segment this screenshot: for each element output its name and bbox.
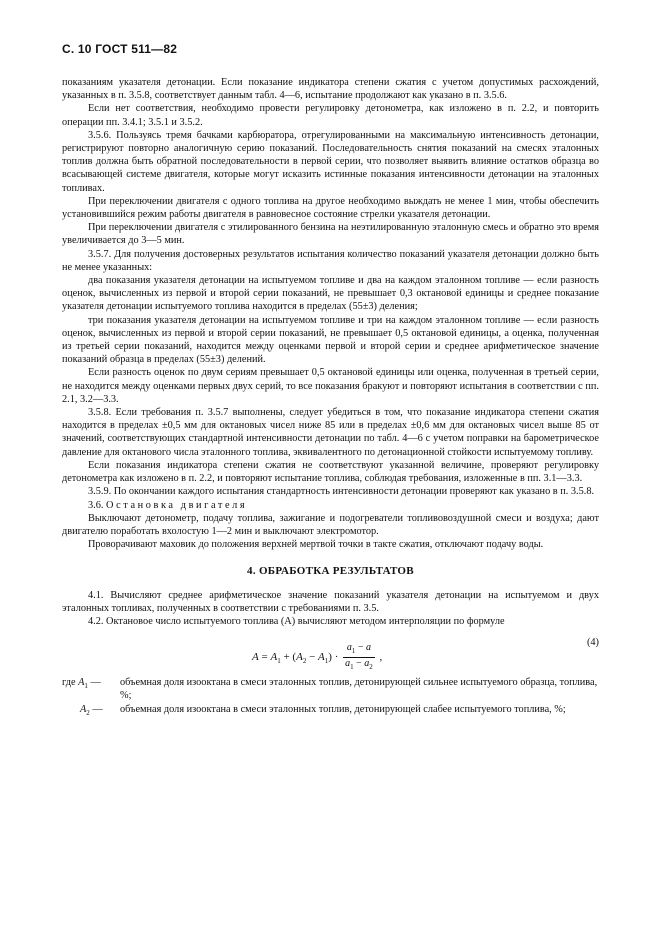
formula-subscript: 2 bbox=[369, 663, 373, 672]
definition-subscript: 2 bbox=[86, 708, 90, 717]
definition-label bbox=[62, 703, 120, 720]
paragraph: Если разность оценок по двум сериям превышает 0,5 октановой единицы или оценка, полученная в третьей серии, не находится между оценками первых двух серий, то все показания бракуют и повторяют испытания в соответствии с пп. 2.1, 3.2—3.3. bbox=[62, 367, 599, 405]
paragraph-3-5-7: 3.5.7. Для получения достоверных результатов испытания количество показаний указателя детонации должно быть не менее указанных: bbox=[62, 248, 599, 273]
definition-label bbox=[62, 676, 120, 693]
subsection-number: 3.6. bbox=[88, 499, 104, 511]
definition-item bbox=[62, 676, 599, 702]
formula-operator: = bbox=[261, 651, 268, 664]
paragraph: три показания указателя детонации на испытуемом топливе и три на каждом эталонном топливе — если разность оценок, вычисленных из первой и второй серии показаний, не превышает 0,5 октановой единицы, а оценка, полученная из третьей серии показаний, находится между оценками первой и второй серии и среднее арифметическое значение показаний образца в пределах (55±3) делений. bbox=[62, 314, 599, 366]
formula-operator: − bbox=[309, 651, 316, 664]
formula-punctuation: , bbox=[379, 651, 383, 664]
definition-text: объемная доля изооктана в смеси эталонных топлив, детонирующей сильнее испытуемого образца, топлива, %; bbox=[120, 677, 598, 702]
definitions-list bbox=[62, 676, 599, 720]
subsection-3-6-heading bbox=[62, 499, 599, 512]
paragraph: два показания указателя детонации на испытуемом топливе и два на каждом эталонном топливе — если разность оценок, вычисленных из первой и второй серии показаний, не превышает 0,3 октановой единицы и среднее показание указателя детонации испытуемого топлива находится в пределах (55±3) деления; bbox=[62, 275, 599, 313]
formula-subscript: 1 bbox=[351, 647, 356, 656]
paragraph-3-5-9: 3.5.9. По окончании каждого испытания стандартность интенсивности детонации проверяют как указано в п. 3.5.8. bbox=[88, 486, 595, 498]
definition-item bbox=[62, 703, 599, 720]
paragraph: При переключении двигателя с одного топлива на другое необходимо выждать не менее 1 мин, чтобы обеспечить установившийся режим работы двигателя в равновесное состояние стрелки указателя детонации. bbox=[62, 195, 599, 221]
definition-dash: — bbox=[92, 703, 103, 715]
formula-symbol: a bbox=[364, 658, 370, 670]
formula-subscript: 1 bbox=[277, 657, 281, 666]
formula-subscript: 1 bbox=[350, 663, 354, 672]
definition-symbol: A bbox=[80, 703, 87, 715]
formula-operator: − bbox=[356, 658, 362, 670]
formula-subscript: 1 bbox=[324, 657, 329, 666]
formula-paren: ) bbox=[328, 651, 332, 664]
definition-subscript: 1 bbox=[84, 682, 88, 691]
definition-symbol: A bbox=[78, 677, 85, 689]
definition-text: объемная доля изооктана в смеси эталонных топлив, детонирующей слабее испытуемого топлива, %; bbox=[120, 703, 566, 715]
formula-block bbox=[62, 636, 599, 672]
formula-paren: ( bbox=[292, 651, 297, 664]
formula-operator: · bbox=[334, 651, 339, 664]
formula-symbol: a bbox=[346, 642, 352, 654]
formula-operator: − bbox=[357, 642, 364, 654]
document-body bbox=[62, 76, 599, 720]
paragraph-4-2: 4.2. Октановое число испытуемого топлива (A) вычисляют методом интерполяции по формуле bbox=[88, 615, 505, 627]
equation-number: (4) bbox=[586, 637, 599, 649]
fraction-numerator bbox=[343, 642, 375, 658]
subsection-title: Остановка двигателя bbox=[106, 499, 248, 511]
formula-fraction bbox=[343, 642, 375, 673]
definition-prefix: где bbox=[62, 677, 76, 689]
fraction-denominator bbox=[343, 658, 375, 673]
formula-symbol: A bbox=[252, 651, 259, 664]
formula-symbol: a bbox=[345, 658, 351, 670]
formula-symbol: A bbox=[296, 651, 303, 664]
paragraph-3-5-6: 3.5.6. Пользуясь тремя бачками карбюратора, отрегулированными на максимальную интенсивность детонации, регистрируют повторно аналогичную серию показаний. Последовательность снятия показаний на смесях эталонных топлив должна быть обратной последовательности в первой серии, что позволяет выявить влияние остатков образца во всасывающей системе двигателя, которые могут исказить истинные показания интенсивности детонации на эталонных топливах. bbox=[62, 129, 599, 194]
formula-operator: + bbox=[283, 651, 290, 664]
section-4-title: 4. ОБРАБОТКА РЕЗУЛЬТАТОВ bbox=[247, 565, 414, 578]
paragraph-4-1: 4.1. Вычисляют среднее арифметическое значение показаний указателя детонации на испытуемом и двух эталонных топливах, полученных в соответствии с требованиями п. 3.5. bbox=[62, 589, 599, 614]
paragraph: Если нет соответствия, необходимо провести регулировку детонометра, как изложено в п. 2.2, и повторить операции пп. 3.4.1; 3.5.1 и 3.5.2. bbox=[62, 103, 599, 128]
paragraph: Проворачивают маховик до положения верхней мертвой точки в такте сжатия, отключают подачу воды. bbox=[88, 539, 544, 551]
formula-symbol: A bbox=[318, 651, 325, 664]
formula-symbol: A bbox=[270, 651, 278, 664]
interpolation-formula bbox=[252, 642, 382, 673]
formula-subscript: 2 bbox=[302, 657, 307, 666]
paragraph-3-5-8: 3.5.8. Если требования п. 3.5.7 выполнены, следует убедиться в том, что показание индикатора степени сжатия находится в пределах ±0,5 мм для октановых чисел ниже 85 или в пределах ±0,6 мм для октановых чисел выше 85 от значений, соответствующих стандартной интенсивности детонации по табл. 4—6 с учетом поправки на барометрическое давление для октанового числа эталонного топлива, эквивалентного по детонационной стойкости испытуемому топливу. bbox=[62, 407, 599, 458]
paragraph: Если показания индикатора степени сжатия не соответствуют указанной величине, проверяют регулировку детонометра как изложено в п. 2.2, и повторяют испытание топлива, соблюдая требования, изложенные в пп. 3.1—3.3. bbox=[62, 459, 599, 485]
formula-symbol: a bbox=[366, 642, 371, 654]
definition-dash: — bbox=[90, 677, 101, 689]
paragraph: При переключении двигателя с этилированного бензина на неэтилированную эталонную смесь и обратно это время увеличивается до 3—5 мин. bbox=[62, 222, 599, 247]
page-header: С. 10 ГОСТ 511—82 bbox=[62, 42, 178, 56]
paragraph: показаниям указателя детонации. Если показание индикатора степени сжатия с учетом допустимых расхождений, указанных в п. 3.5.8, соответствует данным табл. 4—6, испытание продолжают как указано в п. 3.5.6. bbox=[62, 77, 599, 102]
paragraph: Выключают детонометр, подачу топлива, зажигание и подогреватели топливовоздушной смеси и воздуха; дают двигателю поработать вхолостую 1—2 мин и выключают электромотор. bbox=[62, 512, 599, 537]
